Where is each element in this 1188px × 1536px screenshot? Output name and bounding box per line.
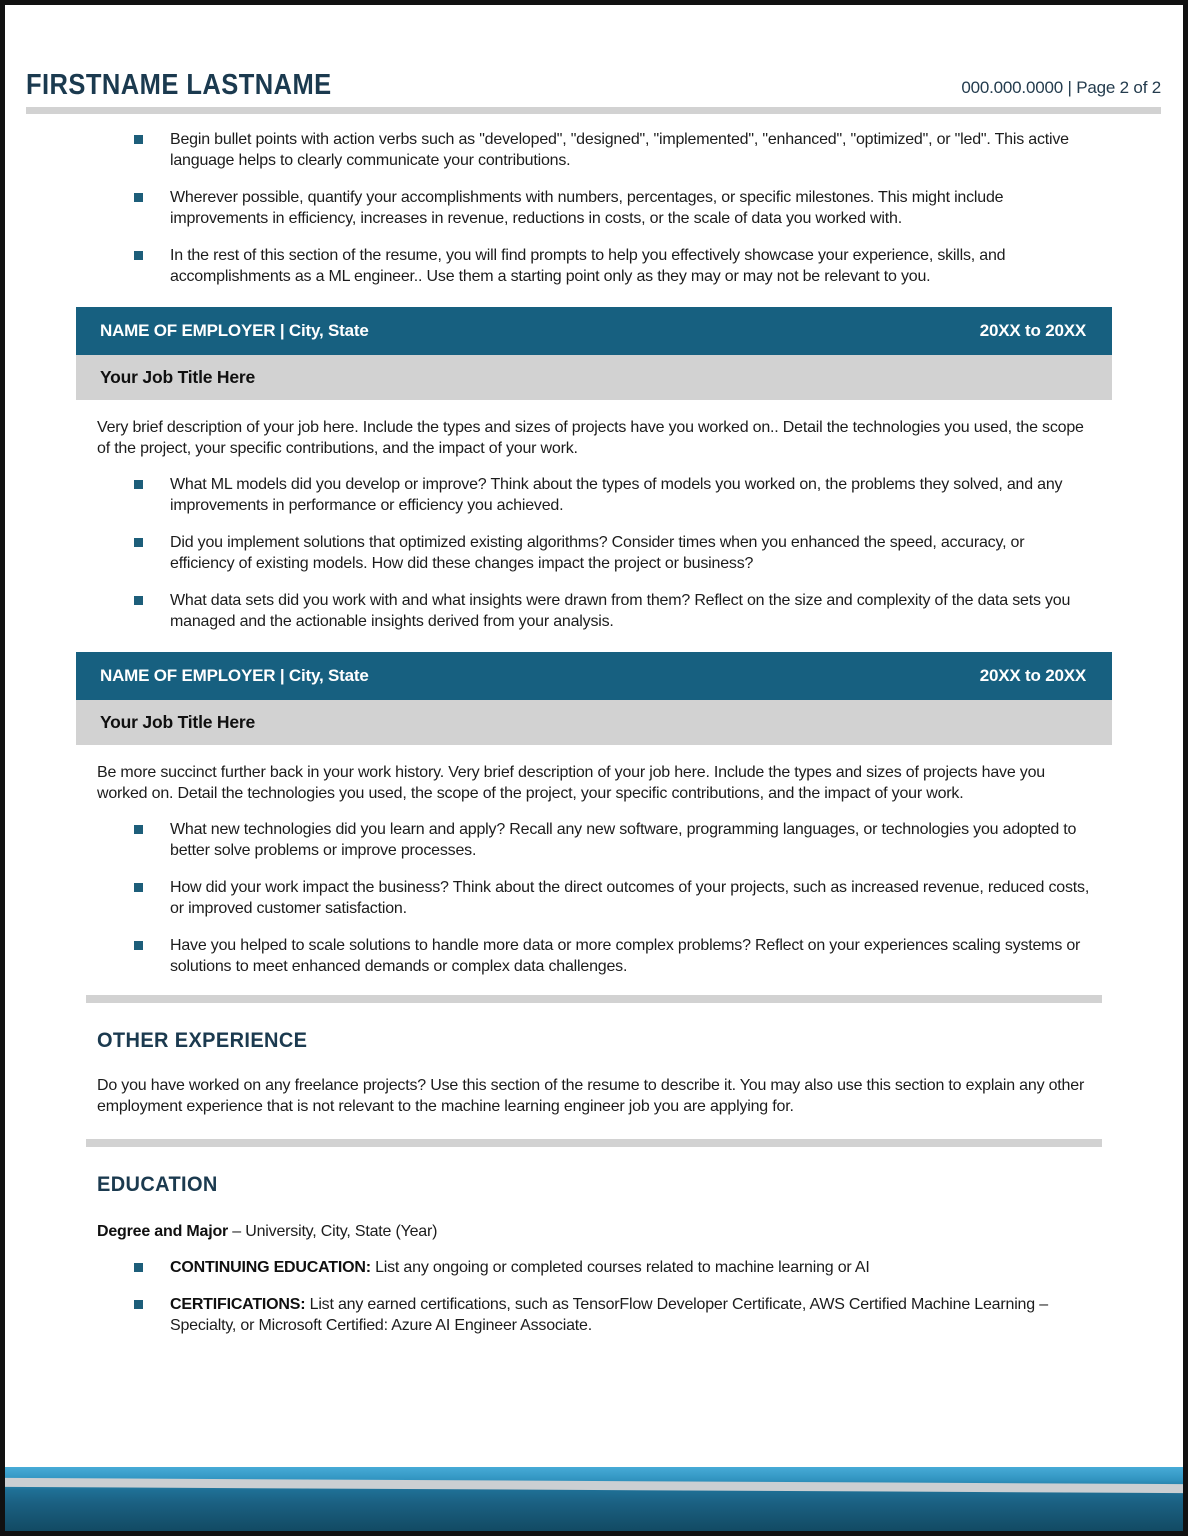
square-bullet-icon: [134, 135, 143, 144]
job-section-2: [76, 652, 1112, 977]
job-description: Be more succinct further back in your work history. Very brief description of your job here. Include the types and sizes of projects have you worked on. Detail the technologies you used, the scope of the project, your specific contributions, and the impact of your work.: [97, 764, 1045, 802]
bullet-text: Have you helped to scale solutions to handle more data or more complex problems? Reflect on your experiences scaling systems or solutions to meet enhanced demands or complex data challenges.: [170, 937, 1081, 975]
footer-stripe: [5, 1478, 1183, 1493]
bullet-text: List any earned certifications, such as TensorFlow Developer Certificate, AWS Certified Machine Learning – Specialty, or Microsoft Certified: Azure AI Engineer Associate.: [170, 1296, 1048, 1335]
square-bullet-icon: [134, 1300, 143, 1309]
bullet-text: What new technologies did you learn and apply? Recall any new software, programming languages, or technologies you adopted to better solve problems or improve processes.: [170, 821, 1077, 859]
list-item: [76, 935, 1090, 977]
job-bullet-list: [76, 474, 1112, 632]
employer-banner: [76, 652, 1112, 700]
job-section-1: [76, 307, 1112, 632]
bullet-label: CERTIFICATIONS:: [170, 1296, 306, 1314]
bullet-text: In the rest of this section of the resume, you will find prompts to help you effectively showcase your experience, skills, and accomplishments as a ML engineer.. Use them a starting point only as they may or may not be relevant to you.: [170, 247, 1006, 285]
bullet-text: Begin bullet points with action verbs such as "developed", "designed", "implemented", "enhanced", "optimized", or "led". This active language helps to clearly communicate your contributions.: [170, 131, 1069, 169]
square-bullet-icon: [134, 251, 143, 260]
education-section: [76, 1173, 1112, 1337]
header-contact-pagenumber: 000.000.0000 | Page 2 of 2: [961, 78, 1161, 98]
square-bullet-icon: [134, 883, 143, 892]
section-divider: [86, 995, 1102, 1003]
square-bullet-icon: [134, 941, 143, 950]
list-item: [76, 245, 1090, 287]
job-title-bar: Your Job Title Here: [76, 355, 1112, 400]
square-bullet-icon: [134, 1263, 143, 1272]
intro-bullet-list: [76, 129, 1112, 287]
education-bullet-list: [76, 1257, 1112, 1336]
bullet-text: List any ongoing or completed courses related to machine learning or AI: [370, 1259, 870, 1277]
degree-details: – University, City, State (Year): [228, 1223, 438, 1241]
other-experience-section: [76, 1029, 1112, 1117]
employer-name: NAME OF EMPLOYER | City, State: [100, 666, 369, 685]
footer-graphic-band: [5, 1467, 1183, 1531]
list-item: [76, 590, 1090, 632]
list-item: [76, 1257, 1090, 1278]
square-bullet-icon: [134, 193, 143, 202]
page-content: [76, 129, 1112, 1336]
job-description: Very brief description of your job here. Include the types and sizes of projects have you worked on.. Detail the technologies you used, the scope of the project, your specific contributions, and the impact of your work.: [97, 419, 1084, 457]
bullet-text: What data sets did you work with and what insights were drawn from them? Reflect on the size and complexity of the data sets you managed and the actionable insights derived from your analysis.: [170, 592, 1071, 630]
square-bullet-icon: [134, 538, 143, 547]
degree-label: Degree and Major: [97, 1223, 229, 1241]
job-title-bar: Your Job Title Here: [76, 700, 1112, 745]
job-bullet-list: [76, 819, 1112, 977]
employment-dates: 20XX to 20XX: [979, 666, 1086, 685]
bullet-text: What ML models did you develop or improve? Think about the types of models you worked on, the problems they solved, and any improvements in performance or efficiency you achieved.: [170, 476, 1063, 514]
other-experience-text: Do you have worked on any freelance projects? Use this section of the resume to describe it. You may also use this section to explain any other employment experience that is not relevant to the machine learning engineer job you are applying for.: [97, 1076, 1085, 1115]
education-heading: EDUCATION: [97, 1171, 218, 1196]
bullet-text: How did your work impact the business? Think about the direct outcomes of your projects, such as increased revenue, reduced costs, or improved customer satisfaction.: [170, 879, 1090, 917]
list-item: [76, 877, 1090, 919]
resume-name: FIRSTNAME LASTNAME: [26, 69, 332, 101]
employer-name: NAME OF EMPLOYER | City, State: [100, 321, 369, 340]
employment-dates: 20XX to 20XX: [979, 321, 1086, 340]
square-bullet-icon: [134, 596, 143, 605]
list-item: [76, 819, 1090, 861]
list-item: [76, 187, 1090, 229]
list-item: [76, 474, 1090, 516]
page-header: [26, 5, 1161, 100]
degree-line: [97, 1221, 1090, 1242]
header-divider: [26, 107, 1161, 114]
bullet-label: CONTINUING EDUCATION:: [170, 1259, 371, 1277]
square-bullet-icon: [134, 480, 143, 489]
list-item: [76, 532, 1090, 574]
bullet-text: Wherever possible, quantify your accomplishments with numbers, percentages, or specific milestones. This might include improvements in efficiency, increases in revenue, reductions in costs, or the scale of data you worked with.: [170, 189, 1004, 227]
bullet-text: Did you implement solutions that optimized existing algorithms? Consider times when you enhanced the speed, accuracy, or efficiency of existing models. How did these changes impact the project or business?: [170, 534, 1025, 572]
square-bullet-icon: [134, 825, 143, 834]
list-item: [76, 129, 1090, 171]
other-experience-heading: OTHER EXPERIENCE: [97, 1028, 308, 1052]
section-divider: [86, 1139, 1102, 1147]
employer-banner: [76, 307, 1112, 355]
list-item: [76, 1294, 1090, 1336]
